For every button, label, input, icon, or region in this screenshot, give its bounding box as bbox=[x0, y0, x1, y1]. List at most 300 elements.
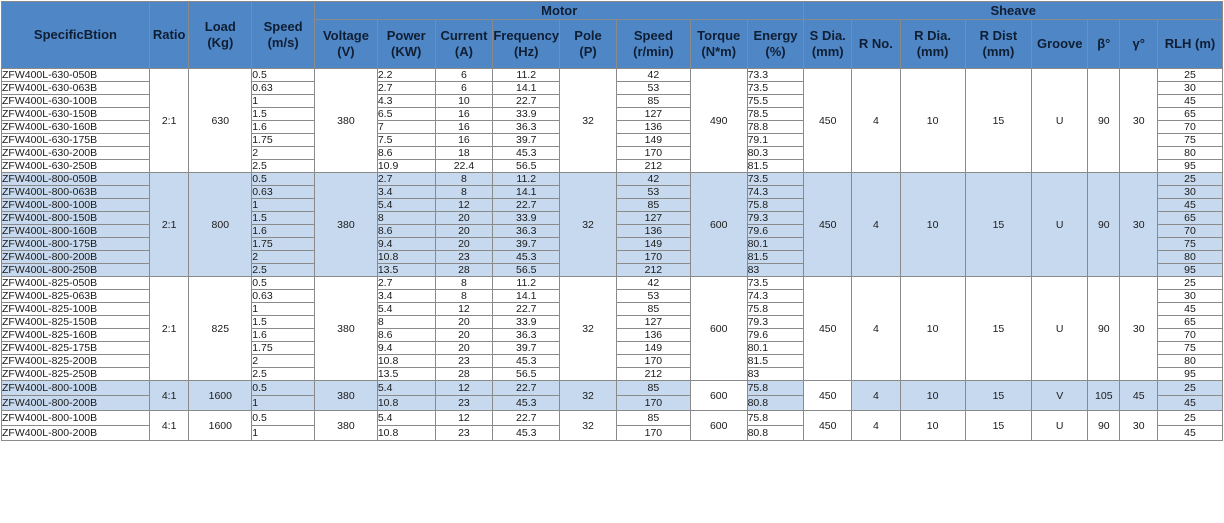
cell-specification: ZFW400L-825-250B bbox=[2, 368, 150, 381]
cell-power: 7 bbox=[377, 121, 435, 134]
cell-voltage: 380 bbox=[315, 411, 378, 441]
cell-s-dia: 450 bbox=[804, 411, 852, 441]
cell-frequency: 11.2 bbox=[493, 69, 560, 82]
cell-frequency: 14.1 bbox=[493, 82, 560, 95]
cell-frequency: 45.3 bbox=[493, 396, 560, 411]
cell-rlh: 30 bbox=[1157, 290, 1222, 303]
cell-r-dia: 10 bbox=[900, 277, 965, 381]
cell-rlh: 75 bbox=[1157, 134, 1222, 147]
cell-motor-speed: 85 bbox=[616, 95, 690, 108]
cell-specification: ZFW400L-800-200B bbox=[2, 426, 150, 441]
cell-specification: ZFW400L-825-150B bbox=[2, 316, 150, 329]
cell-torque: 490 bbox=[690, 69, 747, 173]
cell-specification: ZFW400L-630-250B bbox=[2, 160, 150, 173]
cell-current: 20 bbox=[435, 238, 493, 251]
cell-speed: 2.5 bbox=[252, 264, 315, 277]
row-group bbox=[2, 69, 1223, 173]
cell-motor-speed: 53 bbox=[616, 290, 690, 303]
cell-power: 3.4 bbox=[377, 186, 435, 199]
cell-motor-speed: 85 bbox=[616, 381, 690, 396]
cell-rlh: 45 bbox=[1157, 199, 1222, 212]
cell-speed: 1.6 bbox=[252, 225, 315, 238]
cell-r-dist: 15 bbox=[965, 277, 1032, 381]
cell-motor-speed: 170 bbox=[616, 396, 690, 411]
cell-frequency: 45.3 bbox=[493, 147, 560, 160]
cell-ratio: 2:1 bbox=[149, 277, 189, 381]
col-header-load: Load (Kg) bbox=[189, 2, 252, 69]
cell-power: 8.6 bbox=[377, 329, 435, 342]
cell-motor-speed: 149 bbox=[616, 134, 690, 147]
cell-current: 8 bbox=[435, 173, 493, 186]
cell-frequency: 11.2 bbox=[493, 277, 560, 290]
cell-r-dist: 15 bbox=[965, 173, 1032, 277]
cell-frequency: 33.9 bbox=[493, 316, 560, 329]
cell-energy: 73.5 bbox=[747, 277, 804, 290]
col-header-rlh: RLH (m) bbox=[1157, 20, 1222, 69]
cell-current: 8 bbox=[435, 277, 493, 290]
cell-current: 28 bbox=[435, 264, 493, 277]
cell-r-dia: 10 bbox=[900, 69, 965, 173]
cell-r-dia: 10 bbox=[900, 381, 965, 411]
cell-current: 12 bbox=[435, 199, 493, 212]
cell-beta: 90 bbox=[1088, 277, 1120, 381]
cell-frequency: 36.3 bbox=[493, 121, 560, 134]
table-header bbox=[2, 2, 1223, 69]
cell-r-dist: 15 bbox=[965, 69, 1032, 173]
cell-rlh: 80 bbox=[1157, 251, 1222, 264]
cell-specification: ZFW400L-800-175B bbox=[2, 238, 150, 251]
col-header-r-dist: R Dist (mm) bbox=[965, 20, 1032, 69]
cell-energy: 80.8 bbox=[747, 396, 804, 411]
cell-frequency: 22.7 bbox=[493, 303, 560, 316]
cell-motor-speed: 149 bbox=[616, 238, 690, 251]
cell-ratio: 4:1 bbox=[149, 411, 189, 441]
cell-rlh: 45 bbox=[1157, 95, 1222, 108]
cell-current: 16 bbox=[435, 108, 493, 121]
cell-frequency: 45.3 bbox=[493, 251, 560, 264]
cell-speed: 2 bbox=[252, 355, 315, 368]
cell-load: 825 bbox=[189, 277, 252, 381]
cell-current: 23 bbox=[435, 251, 493, 264]
cell-groove: U bbox=[1032, 69, 1088, 173]
cell-power: 8.6 bbox=[377, 147, 435, 160]
cell-current: 20 bbox=[435, 212, 493, 225]
cell-motor-speed: 212 bbox=[616, 368, 690, 381]
cell-energy: 78.5 bbox=[747, 108, 804, 121]
cell-r-no: 4 bbox=[852, 69, 901, 173]
cell-motor-speed: 170 bbox=[616, 426, 690, 441]
cell-load: 1600 bbox=[189, 411, 252, 441]
cell-motor-speed: 170 bbox=[616, 251, 690, 264]
cell-energy: 81.5 bbox=[747, 251, 804, 264]
cell-rlh: 30 bbox=[1157, 82, 1222, 95]
cell-speed: 1 bbox=[252, 396, 315, 411]
cell-current: 23 bbox=[435, 396, 493, 411]
cell-energy: 79.1 bbox=[747, 134, 804, 147]
cell-motor-speed: 85 bbox=[616, 303, 690, 316]
cell-rlh: 80 bbox=[1157, 147, 1222, 160]
cell-frequency: 56.5 bbox=[493, 368, 560, 381]
spec-table bbox=[1, 1, 1223, 441]
cell-power: 8 bbox=[377, 212, 435, 225]
cell-gamma: 30 bbox=[1120, 173, 1157, 277]
cell-specification: ZFW400L-800-100B bbox=[2, 411, 150, 426]
cell-current: 20 bbox=[435, 329, 493, 342]
cell-current: 18 bbox=[435, 147, 493, 160]
row-group bbox=[2, 411, 1223, 441]
cell-torque: 600 bbox=[690, 381, 747, 411]
cell-frequency: 36.3 bbox=[493, 329, 560, 342]
cell-rlh: 30 bbox=[1157, 186, 1222, 199]
cell-energy: 75.8 bbox=[747, 381, 804, 396]
cell-power: 7.5 bbox=[377, 134, 435, 147]
cell-power: 5.4 bbox=[377, 381, 435, 396]
cell-power: 3.4 bbox=[377, 290, 435, 303]
cell-power: 5.4 bbox=[377, 303, 435, 316]
cell-rlh: 95 bbox=[1157, 160, 1222, 173]
group-header-motor: Motor bbox=[315, 2, 804, 20]
cell-specification: ZFW400L-800-063B bbox=[2, 186, 150, 199]
col-header-r-dia: R Dia. (mm) bbox=[900, 20, 965, 69]
cell-ratio: 2:1 bbox=[149, 173, 189, 277]
cell-power: 9.4 bbox=[377, 342, 435, 355]
cell-energy: 79.3 bbox=[747, 316, 804, 329]
cell-r-dist: 15 bbox=[965, 381, 1032, 411]
cell-frequency: 14.1 bbox=[493, 186, 560, 199]
cell-motor-speed: 42 bbox=[616, 69, 690, 82]
cell-energy: 73.5 bbox=[747, 173, 804, 186]
cell-speed: 1.6 bbox=[252, 121, 315, 134]
cell-beta: 90 bbox=[1088, 69, 1120, 173]
cell-frequency: 33.9 bbox=[493, 108, 560, 121]
cell-s-dia: 450 bbox=[804, 173, 852, 277]
col-header-specification: SpecificBtion bbox=[2, 2, 150, 69]
cell-gamma: 30 bbox=[1120, 411, 1157, 441]
cell-energy: 79.6 bbox=[747, 329, 804, 342]
cell-motor-speed: 85 bbox=[616, 411, 690, 426]
cell-energy: 80.8 bbox=[747, 426, 804, 441]
cell-rlh: 70 bbox=[1157, 121, 1222, 134]
cell-frequency: 56.5 bbox=[493, 160, 560, 173]
cell-speed: 1.5 bbox=[252, 108, 315, 121]
cell-energy: 75.8 bbox=[747, 411, 804, 426]
cell-speed: 1.75 bbox=[252, 342, 315, 355]
cell-r-dia: 10 bbox=[900, 173, 965, 277]
table-row bbox=[2, 381, 1223, 396]
cell-power: 10.9 bbox=[377, 160, 435, 173]
cell-energy: 75.5 bbox=[747, 95, 804, 108]
cell-s-dia: 450 bbox=[804, 69, 852, 173]
cell-current: 20 bbox=[435, 225, 493, 238]
cell-specification: ZFW400L-800-160B bbox=[2, 225, 150, 238]
col-header-s-dia: S Dia. (mm) bbox=[804, 20, 852, 69]
cell-voltage: 380 bbox=[315, 277, 378, 381]
cell-speed: 0.63 bbox=[252, 82, 315, 95]
cell-speed: 0.5 bbox=[252, 69, 315, 82]
cell-current: 28 bbox=[435, 368, 493, 381]
cell-frequency: 39.7 bbox=[493, 238, 560, 251]
cell-power: 2.7 bbox=[377, 173, 435, 186]
col-header-r-no: R No. bbox=[852, 20, 901, 69]
cell-energy: 74.3 bbox=[747, 290, 804, 303]
cell-motor-speed: 136 bbox=[616, 225, 690, 238]
cell-gamma: 30 bbox=[1120, 69, 1157, 173]
cell-frequency: 22.7 bbox=[493, 381, 560, 396]
cell-speed: 1.75 bbox=[252, 238, 315, 251]
cell-rlh: 70 bbox=[1157, 225, 1222, 238]
cell-current: 22.4 bbox=[435, 160, 493, 173]
cell-r-no: 4 bbox=[852, 411, 901, 441]
cell-frequency: 45.3 bbox=[493, 426, 560, 441]
cell-beta: 105 bbox=[1088, 381, 1120, 411]
cell-energy: 78.8 bbox=[747, 121, 804, 134]
col-header-motor-speed: Speed (r/min) bbox=[616, 20, 690, 69]
cell-current: 12 bbox=[435, 381, 493, 396]
col-header-frequency: Frequency (Hz) bbox=[493, 20, 560, 69]
cell-energy: 75.8 bbox=[747, 303, 804, 316]
cell-frequency: 36.3 bbox=[493, 225, 560, 238]
cell-rlh: 75 bbox=[1157, 342, 1222, 355]
cell-power: 5.4 bbox=[377, 411, 435, 426]
cell-specification: ZFW400L-630-100B bbox=[2, 95, 150, 108]
cell-frequency: 22.7 bbox=[493, 411, 560, 426]
cell-specification: ZFW400L-825-175B bbox=[2, 342, 150, 355]
cell-r-dist: 15 bbox=[965, 411, 1032, 441]
cell-groove: V bbox=[1032, 381, 1088, 411]
cell-power: 4.3 bbox=[377, 95, 435, 108]
cell-rlh: 95 bbox=[1157, 368, 1222, 381]
col-header-voltage: Voltage (V) bbox=[315, 20, 378, 69]
cell-rlh: 25 bbox=[1157, 69, 1222, 82]
cell-rlh: 65 bbox=[1157, 212, 1222, 225]
cell-frequency: 22.7 bbox=[493, 199, 560, 212]
cell-energy: 79.6 bbox=[747, 225, 804, 238]
cell-speed: 2.5 bbox=[252, 368, 315, 381]
cell-power: 10.8 bbox=[377, 251, 435, 264]
cell-r-no: 4 bbox=[852, 173, 901, 277]
table-row bbox=[2, 411, 1223, 426]
cell-current: 12 bbox=[435, 411, 493, 426]
cell-power: 2.2 bbox=[377, 69, 435, 82]
cell-r-no: 4 bbox=[852, 381, 901, 411]
col-header-torque: Torque (N*m) bbox=[690, 20, 747, 69]
cell-speed: 0.5 bbox=[252, 277, 315, 290]
cell-specification: ZFW400L-800-100B bbox=[2, 199, 150, 212]
cell-speed: 1 bbox=[252, 95, 315, 108]
cell-torque: 600 bbox=[690, 411, 747, 441]
cell-motor-speed: 127 bbox=[616, 316, 690, 329]
cell-speed: 1.5 bbox=[252, 212, 315, 225]
cell-frequency: 39.7 bbox=[493, 342, 560, 355]
cell-rlh: 25 bbox=[1157, 277, 1222, 290]
cell-gamma: 45 bbox=[1120, 381, 1157, 411]
cell-frequency: 45.3 bbox=[493, 355, 560, 368]
cell-current: 23 bbox=[435, 355, 493, 368]
cell-groove: U bbox=[1032, 173, 1088, 277]
cell-specification: ZFW400L-800-050B bbox=[2, 173, 150, 186]
cell-voltage: 380 bbox=[315, 69, 378, 173]
cell-energy: 79.3 bbox=[747, 212, 804, 225]
cell-motor-speed: 53 bbox=[616, 82, 690, 95]
cell-rlh: 70 bbox=[1157, 329, 1222, 342]
cell-specification: ZFW400L-630-050B bbox=[2, 69, 150, 82]
row-group bbox=[2, 173, 1223, 277]
col-header-speed: Speed (m/s) bbox=[252, 2, 315, 69]
cell-power: 13.5 bbox=[377, 264, 435, 277]
cell-specification: ZFW400L-825-063B bbox=[2, 290, 150, 303]
cell-motor-speed: 212 bbox=[616, 160, 690, 173]
cell-power: 8 bbox=[377, 316, 435, 329]
cell-motor-speed: 170 bbox=[616, 147, 690, 160]
cell-speed: 1.5 bbox=[252, 316, 315, 329]
cell-speed: 0.5 bbox=[252, 411, 315, 426]
cell-speed: 2 bbox=[252, 147, 315, 160]
cell-current: 6 bbox=[435, 69, 493, 82]
table-row bbox=[2, 69, 1223, 82]
cell-r-dia: 10 bbox=[900, 411, 965, 441]
table-row bbox=[2, 277, 1223, 290]
cell-speed: 1 bbox=[252, 303, 315, 316]
cell-rlh: 75 bbox=[1157, 238, 1222, 251]
cell-ratio: 4:1 bbox=[149, 381, 189, 411]
cell-motor-speed: 127 bbox=[616, 108, 690, 121]
col-header-energy: Energy (%) bbox=[747, 20, 804, 69]
cell-energy: 83 bbox=[747, 368, 804, 381]
cell-motor-speed: 53 bbox=[616, 186, 690, 199]
cell-power: 2.7 bbox=[377, 82, 435, 95]
cell-energy: 80.1 bbox=[747, 238, 804, 251]
cell-motor-speed: 42 bbox=[616, 173, 690, 186]
cell-groove: U bbox=[1032, 277, 1088, 381]
col-header-power: Power (KW) bbox=[377, 20, 435, 69]
cell-voltage: 380 bbox=[315, 381, 378, 411]
cell-power: 13.5 bbox=[377, 368, 435, 381]
cell-rlh: 95 bbox=[1157, 264, 1222, 277]
cell-current: 16 bbox=[435, 121, 493, 134]
cell-current: 23 bbox=[435, 426, 493, 441]
col-header-ratio: Ratio bbox=[149, 2, 189, 69]
cell-frequency: 11.2 bbox=[493, 173, 560, 186]
cell-current: 20 bbox=[435, 342, 493, 355]
cell-rlh: 25 bbox=[1157, 381, 1222, 396]
cell-energy: 80.1 bbox=[747, 342, 804, 355]
cell-current: 8 bbox=[435, 290, 493, 303]
cell-speed: 2 bbox=[252, 251, 315, 264]
cell-power: 10.8 bbox=[377, 426, 435, 441]
cell-energy: 81.5 bbox=[747, 355, 804, 368]
cell-motor-speed: 170 bbox=[616, 355, 690, 368]
row-group bbox=[2, 277, 1223, 381]
cell-rlh: 65 bbox=[1157, 316, 1222, 329]
cell-energy: 80.3 bbox=[747, 147, 804, 160]
col-header-groove: Groove bbox=[1032, 20, 1088, 69]
cell-energy: 74.3 bbox=[747, 186, 804, 199]
cell-pole: 32 bbox=[560, 277, 617, 381]
table-row bbox=[2, 173, 1223, 186]
cell-speed: 0.63 bbox=[252, 186, 315, 199]
cell-specification: ZFW400L-825-200B bbox=[2, 355, 150, 368]
cell-pole: 32 bbox=[560, 381, 617, 411]
cell-speed: 0.63 bbox=[252, 290, 315, 303]
cell-specification: ZFW400L-630-063B bbox=[2, 82, 150, 95]
cell-specification: ZFW400L-630-150B bbox=[2, 108, 150, 121]
cell-motor-speed: 136 bbox=[616, 121, 690, 134]
cell-rlh: 45 bbox=[1157, 303, 1222, 316]
cell-specification: ZFW400L-825-100B bbox=[2, 303, 150, 316]
cell-s-dia: 450 bbox=[804, 381, 852, 411]
cell-torque: 600 bbox=[690, 277, 747, 381]
cell-speed: 1.6 bbox=[252, 329, 315, 342]
cell-voltage: 380 bbox=[315, 173, 378, 277]
cell-rlh: 45 bbox=[1157, 426, 1222, 441]
cell-load: 800 bbox=[189, 173, 252, 277]
cell-torque: 600 bbox=[690, 173, 747, 277]
cell-current: 12 bbox=[435, 303, 493, 316]
cell-power: 2.7 bbox=[377, 277, 435, 290]
cell-beta: 90 bbox=[1088, 173, 1120, 277]
cell-specification: ZFW400L-800-200B bbox=[2, 251, 150, 264]
cell-load: 1600 bbox=[189, 381, 252, 411]
cell-energy: 73.3 bbox=[747, 69, 804, 82]
cell-motor-speed: 212 bbox=[616, 264, 690, 277]
col-header-pole: Pole (P) bbox=[560, 20, 617, 69]
cell-speed: 1.75 bbox=[252, 134, 315, 147]
cell-power: 8.6 bbox=[377, 225, 435, 238]
cell-motor-speed: 127 bbox=[616, 212, 690, 225]
cell-specification: ZFW400L-800-200B bbox=[2, 396, 150, 411]
cell-rlh: 80 bbox=[1157, 355, 1222, 368]
cell-pole: 32 bbox=[560, 173, 617, 277]
cell-specification: ZFW400L-825-050B bbox=[2, 277, 150, 290]
cell-speed: 1 bbox=[252, 199, 315, 212]
cell-frequency: 33.9 bbox=[493, 212, 560, 225]
row-group bbox=[2, 381, 1223, 411]
cell-rlh: 25 bbox=[1157, 411, 1222, 426]
cell-specification: ZFW400L-630-175B bbox=[2, 134, 150, 147]
cell-frequency: 14.1 bbox=[493, 290, 560, 303]
cell-motor-speed: 149 bbox=[616, 342, 690, 355]
cell-current: 8 bbox=[435, 186, 493, 199]
cell-current: 20 bbox=[435, 316, 493, 329]
cell-power: 10.8 bbox=[377, 355, 435, 368]
cell-power: 6.5 bbox=[377, 108, 435, 121]
cell-energy: 81.5 bbox=[747, 160, 804, 173]
cell-motor-speed: 85 bbox=[616, 199, 690, 212]
cell-gamma: 30 bbox=[1120, 277, 1157, 381]
cell-current: 10 bbox=[435, 95, 493, 108]
cell-pole: 32 bbox=[560, 69, 617, 173]
cell-speed: 0.5 bbox=[252, 173, 315, 186]
cell-energy: 83 bbox=[747, 264, 804, 277]
cell-speed: 2.5 bbox=[252, 160, 315, 173]
cell-ratio: 2:1 bbox=[149, 69, 189, 173]
cell-rlh: 45 bbox=[1157, 396, 1222, 411]
col-header-current: Current (A) bbox=[435, 20, 493, 69]
cell-pole: 32 bbox=[560, 411, 617, 441]
cell-energy: 73.5 bbox=[747, 82, 804, 95]
cell-rlh: 65 bbox=[1157, 108, 1222, 121]
cell-s-dia: 450 bbox=[804, 277, 852, 381]
cell-frequency: 22.7 bbox=[493, 95, 560, 108]
cell-specification: ZFW400L-800-250B bbox=[2, 264, 150, 277]
cell-specification: ZFW400L-800-100B bbox=[2, 381, 150, 396]
cell-specification: ZFW400L-630-160B bbox=[2, 121, 150, 134]
group-header-sheave: Sheave bbox=[804, 2, 1223, 20]
cell-r-no: 4 bbox=[852, 277, 901, 381]
cell-motor-speed: 136 bbox=[616, 329, 690, 342]
cell-power: 5.4 bbox=[377, 199, 435, 212]
cell-beta: 90 bbox=[1088, 411, 1120, 441]
